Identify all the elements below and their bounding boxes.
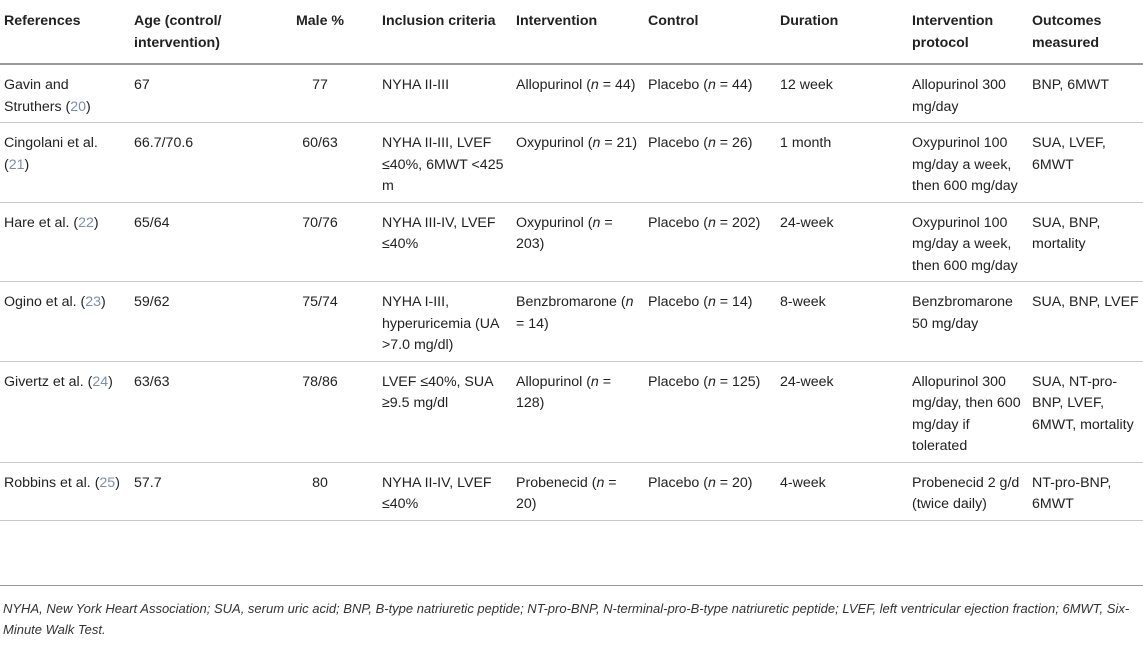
control-count: = 20)	[715, 474, 753, 491]
reference-close: )	[115, 474, 120, 491]
intervention-drug: Allopurinol (	[516, 77, 591, 93]
cell-reference	[0, 361, 130, 462]
cell-control	[644, 462, 776, 520]
cell-outcomes: SUA, BNP, mortality	[1028, 202, 1143, 282]
reference-close: )	[86, 98, 91, 115]
header-age: Age (control/ intervention)	[130, 0, 262, 64]
cell-duration: 24-week	[776, 202, 908, 282]
intervention-drug: Oxypurinol (	[516, 135, 593, 151]
reference-close: )	[108, 373, 113, 390]
cell-intervention	[512, 123, 644, 203]
cell-control	[644, 123, 776, 203]
cell-inclusion: NYHA III-IV, LVEF ≤40%	[378, 202, 512, 282]
control-n-symbol: n	[707, 294, 716, 310]
cell-protocol: Oxypurinol 100 mg/day a week, then 600 mg/day	[908, 202, 1028, 282]
cell-male: 60/63	[262, 123, 378, 203]
cell-male: 80	[262, 462, 378, 520]
cell-reference	[0, 123, 130, 203]
cell-control	[644, 361, 776, 462]
cell-outcomes: SUA, NT-pro-BNP, LVEF, 6MWT, mortality	[1028, 361, 1143, 462]
intervention-n-symbol: n	[592, 135, 601, 151]
cell-duration: 24-week	[776, 361, 908, 462]
header-control: Control	[644, 0, 776, 64]
cell-intervention	[512, 361, 644, 462]
cell-outcomes: SUA, LVEF, 6MWT	[1028, 123, 1143, 203]
control-count: = 44)	[715, 77, 753, 93]
cell-intervention	[512, 64, 644, 123]
header-row	[0, 0, 1143, 64]
cell-intervention	[512, 282, 644, 362]
reference-close: )	[101, 294, 106, 310]
cell-control	[644, 282, 776, 362]
header-references: References	[0, 0, 130, 64]
reference-text: Cingolani et al. (	[4, 135, 98, 173]
intervention-drug: Allopurinol (	[516, 373, 591, 390]
cell-duration: 4-week	[776, 462, 908, 520]
reference-link[interactable]: 23	[85, 294, 102, 310]
cell-age: 63/63	[130, 361, 262, 462]
reference-link[interactable]: 21	[8, 156, 25, 173]
cell-outcomes: BNP, 6MWT	[1028, 64, 1143, 123]
header-inclusion: Inclusion criteria	[378, 0, 512, 64]
table-row	[0, 123, 1143, 203]
cell-duration: 8-week	[776, 282, 908, 362]
cell-protocol: Allopurinol 300 mg/day	[908, 64, 1028, 123]
table-row	[0, 64, 1143, 123]
cell-age: 57.7	[130, 462, 262, 520]
cell-inclusion: NYHA II-III	[378, 64, 512, 123]
intervention-count: = 128)	[516, 373, 612, 411]
cell-duration: 12 week	[776, 64, 908, 123]
cell-protocol: Benzbromarone 50 mg/day	[908, 282, 1028, 362]
reference-link[interactable]: 22	[78, 214, 94, 231]
cell-age: 59/62	[130, 282, 262, 362]
header-protocol: Intervention protocol	[908, 0, 1028, 64]
control-label: Placebo (	[648, 77, 708, 93]
control-count: = 202)	[715, 214, 761, 231]
intervention-count: = 14)	[516, 315, 549, 332]
reference-text: Gavin and Struthers (	[4, 77, 71, 115]
reference-link[interactable]: 24	[92, 373, 109, 390]
cell-reference	[0, 202, 130, 282]
control-n-symbol: n	[707, 77, 716, 93]
intervention-drug: Benzbromarone (	[516, 294, 626, 310]
intervention-n-symbol: n	[590, 373, 599, 390]
table-row	[0, 202, 1143, 282]
cell-reference	[0, 462, 130, 520]
cell-age: 67	[130, 64, 262, 123]
table-row	[0, 462, 1143, 520]
table-row	[0, 282, 1143, 362]
intervention-n-symbol: n	[590, 77, 599, 93]
control-n-symbol: n	[707, 373, 716, 390]
control-n-symbol: n	[707, 214, 716, 231]
cell-age: 65/64	[130, 202, 262, 282]
cell-inclusion: LVEF ≤40%, SUA ≥9.5 mg/dl	[378, 361, 512, 462]
reference-text: Ogino et al. (	[4, 294, 86, 310]
control-n-symbol: n	[707, 135, 716, 151]
cell-protocol: Probenecid 2 g/d (twice daily)	[908, 462, 1028, 520]
cell-outcomes: SUA, BNP, LVEF	[1028, 282, 1143, 362]
control-label: Placebo (	[648, 373, 708, 390]
control-count: = 125)	[715, 373, 761, 390]
header-intervention: Intervention	[512, 0, 644, 64]
reference-text: Robbins et al. (	[4, 474, 100, 491]
cell-intervention	[512, 202, 644, 282]
reference-close: )	[24, 156, 30, 173]
header-outcomes: Outcomes measured	[1028, 0, 1143, 64]
cell-protocol: Oxypurinol 100 mg/day a week, then 600 mg/day	[908, 123, 1028, 203]
cell-control	[644, 64, 776, 123]
intervention-n-symbol: n	[592, 214, 601, 231]
cell-protocol: Allopurinol 300 mg/day, then 600 mg/day if tolerated	[908, 361, 1028, 462]
cell-reference	[0, 64, 130, 123]
cell-inclusion: NYHA II-IV, LVEF ≤40%	[378, 462, 512, 520]
intervention-count: = 21)	[600, 135, 638, 151]
cell-intervention	[512, 462, 644, 520]
reference-text: Hare et al. (	[4, 214, 79, 231]
cell-male: 70/76	[262, 202, 378, 282]
cell-male: 78/86	[262, 361, 378, 462]
reference-text: Givertz et al. (	[4, 373, 93, 390]
cell-male: 75/74	[262, 282, 378, 362]
control-count: = 14)	[715, 294, 753, 310]
table-row	[0, 361, 1143, 462]
cell-reference	[0, 282, 130, 362]
control-label: Placebo (	[648, 294, 708, 310]
reference-link[interactable]: 25	[99, 474, 116, 491]
control-n-symbol: n	[707, 474, 716, 491]
control-label: Placebo (	[648, 135, 708, 151]
control-count: = 26)	[715, 135, 753, 151]
cell-male: 77	[262, 64, 378, 123]
cell-duration: 1 month	[776, 123, 908, 203]
header-duration: Duration	[776, 0, 908, 64]
table-bottom-rule	[0, 585, 1143, 586]
reference-close: )	[93, 214, 99, 231]
cell-inclusion: NYHA I-III, hyperuricemia (UA >7.0 mg/dl)	[378, 282, 512, 362]
intervention-count: = 203)	[516, 214, 613, 252]
intervention-drug: Oxypurinol (	[516, 214, 593, 231]
intervention-count: = 20)	[516, 474, 617, 512]
reference-link[interactable]: 20	[70, 98, 87, 115]
header-male: Male %	[262, 0, 378, 64]
intervention-n-symbol: n	[625, 294, 634, 310]
control-label: Placebo (	[648, 214, 708, 231]
cell-control	[644, 202, 776, 282]
cell-inclusion: NYHA II-III, LVEF ≤40%, 6MWT <425 m	[378, 123, 512, 203]
intervention-drug: Probenecid (	[516, 474, 597, 491]
intervention-count: = 44)	[598, 77, 636, 93]
cell-age: 66.7/70.6	[130, 123, 262, 203]
intervention-n-symbol: n	[596, 474, 605, 491]
control-label: Placebo (	[648, 474, 708, 491]
cell-outcomes: NT-pro-BNP, 6MWT	[1028, 462, 1143, 520]
table-footnote: NYHA, New York Heart Association; SUA, serum uric acid; BNP, B-type natriuretic peptide; NT-pro-BNP, N-terminal-pro-B-type natriuretic peptide; LVEF, left ventricular ejection fraction; 6MWT, Six-Minute Walk Test.	[3, 601, 1130, 637]
